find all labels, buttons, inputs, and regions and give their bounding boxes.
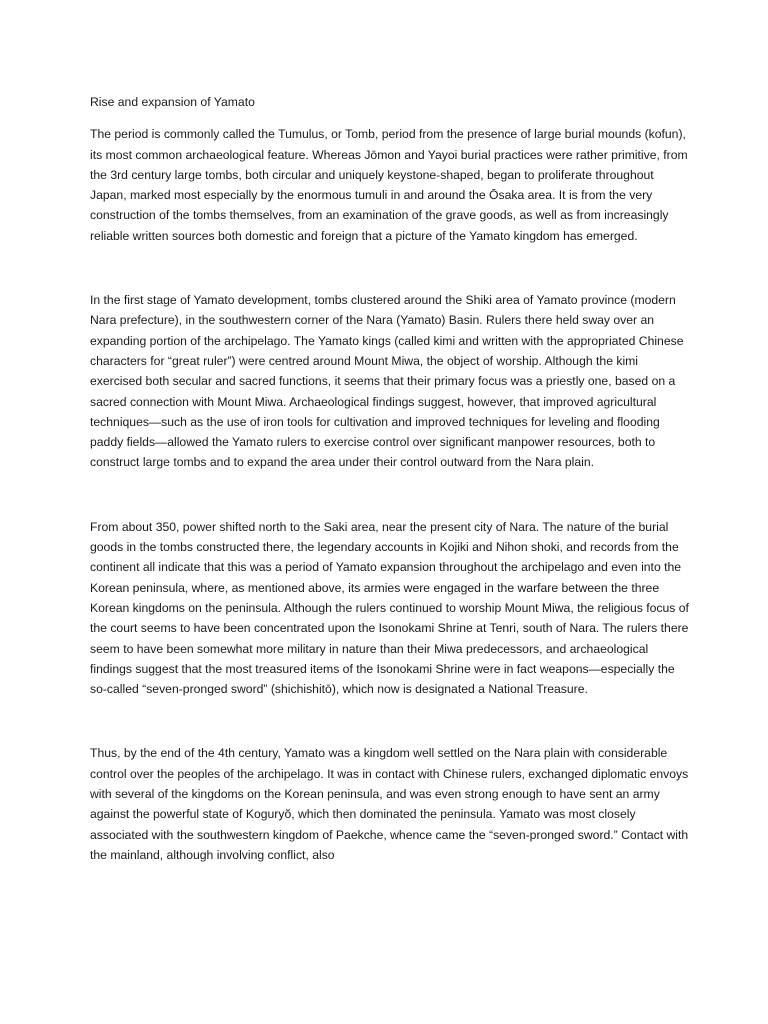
paragraph-4: Thus, by the end of the 4th century, Yamato was a kingdom well settled on the Nara plain with considerable control over the peoples of the archipelago. It was in contact with Chinese rulers, exchanged diplomatic envoys with several of the kingdoms on the Korean peninsula, and was even strong enough to have sent an army against the powerful state of Koguryŏ, which then dominated the peninsula. Yamato was most closely associated with the southwestern kingdom of Paekche, whence came the “seven-pronged sword.” Contact with the mainland, although involving conflict, also — [90, 746, 689, 862]
paragraph-spacer — [90, 699, 690, 743]
paragraph-1: The period is commonly called the Tumulus, or Tomb, period from the presence of large burial mounds (kofun), its most common archaeological feature. Whereas Jōmon and Yayoi burial practices were rather primitive, from the 3rd century large tombs, both circular and uniquely keystone-shaped, began to proliferate throughout Japan, marked most especially by the enormous tumuli in and around the Ōsaka area. It is from the very construction of the tombs themselves, from an examination of the grave goods, as well as from increasingly reliable written sources both domestic and foreign that a picture of the Yamato kingdom has emerged. — [90, 127, 688, 243]
paragraph-2: In the first stage of Yamato development, tombs clustered around the Shiki area of Yamato province (modern Nara prefecture), in the southwestern corner of the Nara (Yamato) Basin. Rulers there held sway over an expanding portion of the archipelago. The Yamato kings (called kimi and written with the appropriated Chinese characters for “great ruler”) were centred around Mount Miwa, the object of worship. Although the kimi exercised both secular and sacred functions, it seems that their primary focus was a priestly one, based on a sacred connection with Mount Miwa. Archaeological findings suggest, however, that improved agricultural techniques—such as the use of iron tools for cultivation and improved techniques for leveling and flooding paddy fields—allowed the Yamato rulers to exercise control over significant manpower resources, both to construct large tombs and to expand the area under their control outward from the Nara plain. — [90, 293, 684, 470]
paragraph-spacer — [90, 473, 690, 517]
paragraph-spacer — [90, 246, 690, 290]
document-page — [90, 92, 690, 865]
paragraph-3: From about 350, power shifted north to the Saki area, near the present city of Nara. The nature of the burial goods in the tombs constructed there, the legendary accounts in Kojiki and Nihon shoki, and records from the continent all indicate that this was a period of Yamato expansion throughout the archipelago and even into the Korean peninsula, where, as mentioned above, its armies were engaged in the warfare between the three Korean kingdoms on the peninsula. Although the rulers continued to worship Mount Miwa, the religious focus of the court seems to have been concentrated upon the Isonokami Shrine at Tenri, south of Nara. The rulers there seem to have been somewhat more military in nature than their Miwa predecessors, and archaeological findings suggest that the most treasured items of the Isonokami Shrine were in fact weapons—especially the so-called “seven-pronged sword” (shichishitō), which now is designated a National Treasure. — [90, 519, 689, 697]
document-title: Rise and expansion of Yamato — [90, 95, 255, 109]
